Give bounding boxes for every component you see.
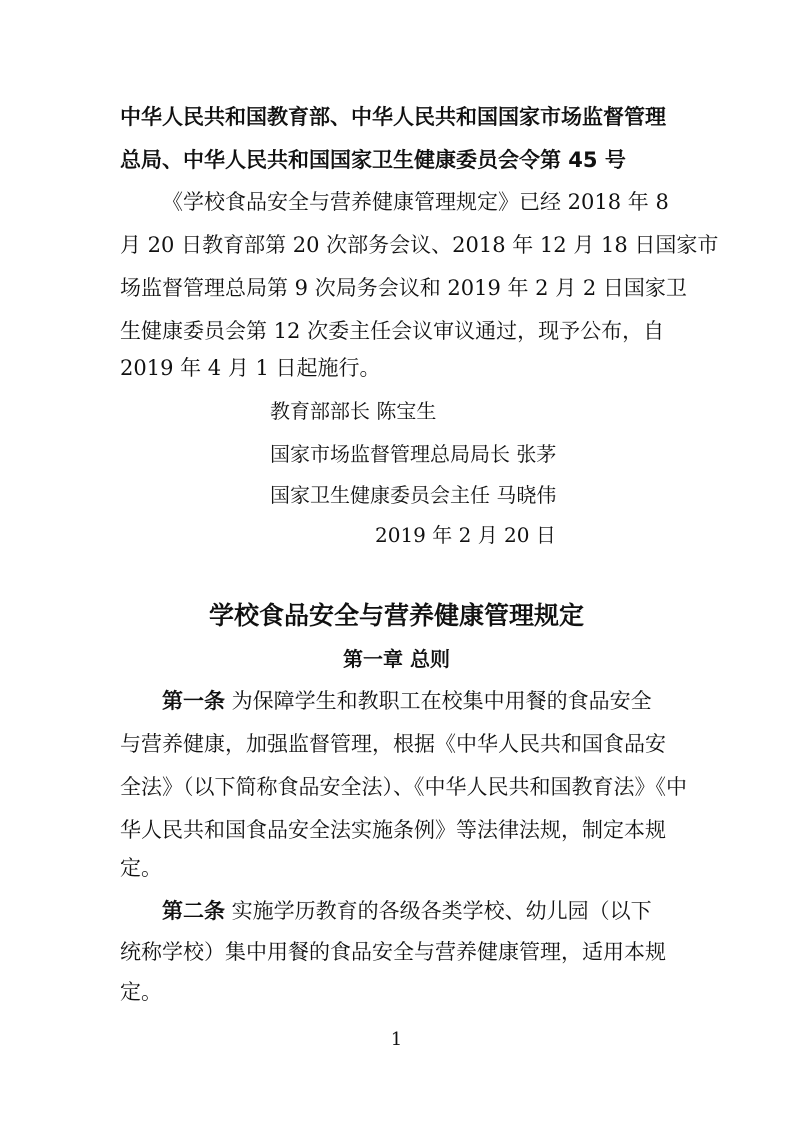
article-2-label: 第二条 <box>162 899 225 923</box>
article-1-text: 为保障学生和教职工在校集中用餐的食品安全 <box>225 689 652 713</box>
signatory-health-commission: 国家卫生健康委员会主任 马晓伟 <box>270 483 557 507</box>
article-2-line: 定。 <box>120 980 162 1004</box>
article-1-line: 定。 <box>120 856 162 880</box>
order-body-line: 《学校食品安全与营养健康管理规定》已经 2018 年 8 <box>162 190 669 214</box>
order-date: 2019 年 2 月 20 日 <box>375 523 556 547</box>
order-title-line-2: 总局、中华人民共和国国家卫生健康委员会令第 45 号 <box>120 148 626 172</box>
article-2-line: 统称学校）集中用餐的食品安全与营养健康管理，适用本规 <box>120 940 666 964</box>
article-2-line <box>162 896 722 926</box>
article-1-line: 与营养健康，加强监督管理，根据《中华人民共和国食品安 <box>120 732 666 756</box>
order-body-line: 生健康委员会第 12 次委主任会议审议通过，现予公布，自 <box>120 319 665 343</box>
order-body-line: 月 20 日教育部第 20 次部务会议、2018 年 12 月 18 日国家市 <box>120 233 719 257</box>
signatory-market-regulation: 国家市场监督管理总局局长 张茅 <box>270 442 557 466</box>
article-1-label: 第一条 <box>162 689 225 713</box>
regulation-title: 学校食品安全与营养健康管理规定 <box>208 601 584 630</box>
article-2-text: 实施学历教育的各级各类学校、幼儿园（以下 <box>225 899 652 923</box>
order-body-line: 2019 年 4 月 1 日起施行。 <box>120 356 381 380</box>
signatory-education: 教育部部长 陈宝生 <box>270 399 437 423</box>
article-1-line <box>162 686 722 716</box>
article-1-line: 全法》（以下简称食品安全法）、《中华人民共和国教育法》《中 <box>120 775 687 799</box>
page-number: 1 <box>390 1029 403 1050</box>
chapter-heading: 第一章 总则 <box>343 647 450 671</box>
article-1-line: 华人民共和国食品安全法实施条例》等法律法规，制定本规 <box>120 818 666 842</box>
order-title-line-1: 中华人民共和国教育部、中华人民共和国国家市场监督管理 <box>120 105 666 129</box>
order-body-line: 场监督管理总局第 9 次局务会议和 2019 年 2 月 2 日国家卫 <box>120 276 687 300</box>
